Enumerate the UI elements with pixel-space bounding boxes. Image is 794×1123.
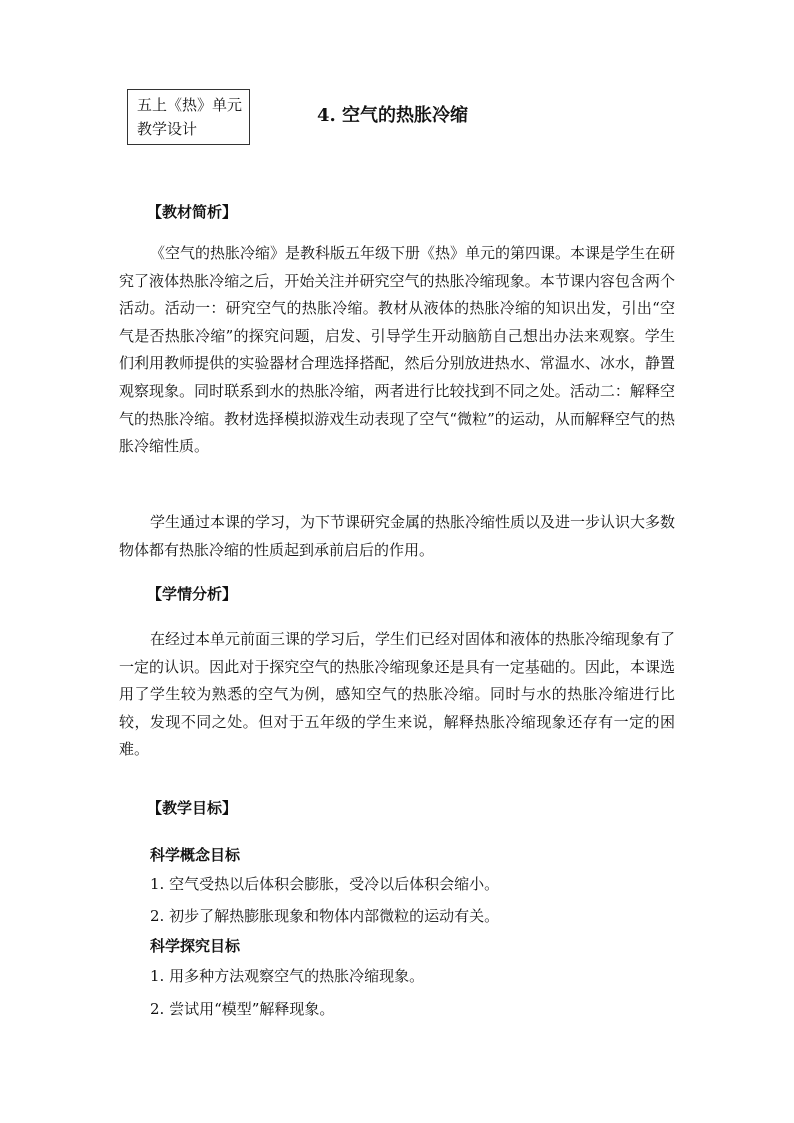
paragraph-material-1: 《空气的热胀冷缩》是教科版五年级下册《热》单元的第四课。本课是学生在研究了液体热胀冷缩之后，开始关注并研究空气的热胀冷缩现象。本节课内容包含两个活动。活动一：研究空气的热胀冷缩。教材从液体的热胀冷缩的知识出发，引出“空气是否热胀冷缩”的探究问题，启发、引导学生开动脑筋自己想出办法来观察。学生们利用教师提供的实验器材合理选择搭配，然后分别放进热水、常温水、冰水，静置观察现象。同时联系到水的热胀冷缩，两者进行比较找到不同之处。活动二：解释空气的热胀冷缩。教材选择模拟游戏生动表现了空气“微粒”的运动，从而解释空气的热胀冷缩性质。 [119,244,676,456]
heading-teaching-goals: 【教学目标】 [147,799,238,817]
unit-label-box [127,89,250,145]
inquiry-goal-item: 1. 用多种方法观察空气的热胀冷缩现象。 [150,967,425,985]
inquiry-goal-item: 2. 尝试用“模型”解释现象。 [150,1000,335,1018]
subheading-inquiry-goals: 科学探究目标 [150,937,241,955]
concept-goal-item: 2. 初步了解热膨胀现象和物体内部微粒的运动有关。 [150,907,500,925]
paragraph-material-2: 学生通过本课的学习，为下节课研究金属的热胀冷缩性质以及进一步认识大多数物体都有热胀冷缩的性质起到承前启后的作用。 [119,513,676,559]
heading-material-analysis: 【教材简析】 [147,203,238,221]
paragraph-student-analysis: 在经过本单元前面三课的学习后，学生们已经对固体和液体的热胀冷缩现象有了一定的认识。因此对于探究空气的热胀冷缩现象还是具有一定基础的。因此，本课选用了学生较为熟悉的空气为例，感知空气的热胀冷缩。同时与水的热胀冷缩进行比较，发现不同之处。但对于五年级的学生来说，解释热胀冷缩现象还存有一定的困难。 [119,630,676,759]
lesson-title: 4. 空气的热胀冷缩 [317,105,469,126]
unit-label-line2: 教学设计 [137,120,198,138]
concept-goal-item: 1. 空气受热以后体积会膨胀，受冷以后体积会缩小。 [150,875,500,893]
unit-label-line1: 五上《热》单元 [137,96,243,114]
subheading-concept-goals: 科学概念目标 [150,846,241,864]
heading-student-analysis: 【学情分析】 [147,585,238,603]
